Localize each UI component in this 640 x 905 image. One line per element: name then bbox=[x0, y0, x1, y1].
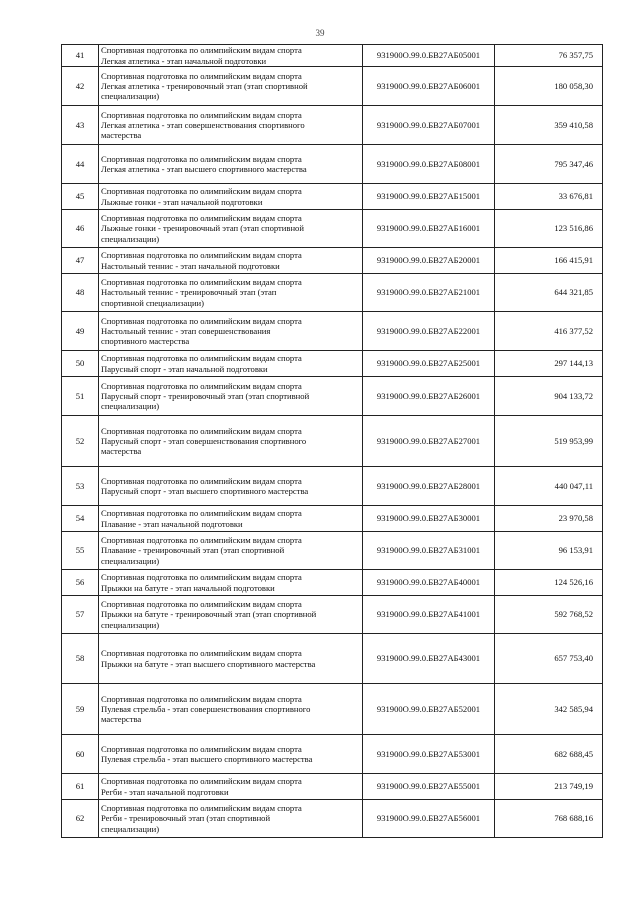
row-description bbox=[99, 45, 363, 67]
row-description bbox=[99, 145, 363, 184]
description-line: специализации) bbox=[101, 91, 160, 102]
description-line: специализации) bbox=[101, 619, 160, 630]
description-line: специализации) bbox=[101, 555, 160, 566]
row-description bbox=[99, 570, 363, 596]
row-amount: 33 676,81 bbox=[495, 184, 603, 210]
row-number: 42 bbox=[62, 67, 99, 106]
description-line: Спортивная подготовка по олимпийским видам спорта bbox=[101, 425, 302, 436]
description-line: Лыжные гонки - этап начальной подготовки bbox=[101, 196, 263, 207]
row-registry-code: 931900О.99.0.БВ27АБ25001 bbox=[363, 351, 495, 377]
description-line: Парусный спорт - этап совершенствования спортивного bbox=[101, 435, 307, 446]
row-registry-code: 931900О.99.0.БВ27АБ07001 bbox=[363, 106, 495, 145]
description-line: Спортивная подготовка по олимпийским видам спорта bbox=[101, 45, 302, 56]
description-line: Спортивная подготовка по олимпийским видам спорта bbox=[101, 109, 302, 120]
row-number: 59 bbox=[62, 684, 99, 735]
row-amount: 342 585,94 bbox=[495, 684, 603, 735]
row-amount: 644 321,85 bbox=[495, 274, 603, 312]
row-number: 61 bbox=[62, 774, 99, 800]
description-line: Плавание - тренировочный этап (этап спортивной bbox=[101, 545, 285, 556]
description-line: Прыжки на батуте - этап высшего спортивного мастерства bbox=[101, 658, 316, 669]
row-number: 60 bbox=[62, 735, 99, 774]
description-line: Спортивная подготовка по олимпийским видам спорта bbox=[101, 250, 302, 261]
row-amount: 359 410,58 bbox=[495, 106, 603, 145]
table-row bbox=[62, 184, 603, 210]
row-number: 57 bbox=[62, 596, 99, 634]
row-number: 43 bbox=[62, 106, 99, 145]
row-description bbox=[99, 735, 363, 774]
row-description bbox=[99, 467, 363, 506]
description-line: Спортивная подготовка по олимпийским видам спорта bbox=[101, 315, 302, 326]
row-registry-code: 931900О.99.0.БВ27АБ20001 bbox=[363, 248, 495, 274]
row-description bbox=[99, 67, 363, 106]
table-row bbox=[62, 684, 603, 735]
row-registry-code: 931900О.99.0.БВ27АБ41001 bbox=[363, 596, 495, 634]
row-registry-code: 931900О.99.0.БВ27АБ53001 bbox=[363, 735, 495, 774]
row-amount: 166 415,91 bbox=[495, 248, 603, 274]
row-registry-code: 931900О.99.0.БВ27АБ22001 bbox=[363, 312, 495, 351]
description-line: Спортивная подготовка по олимпийским видам спорта bbox=[101, 70, 302, 81]
table-row bbox=[62, 106, 603, 145]
description-line: Легкая атлетика - этап начальной подготовки bbox=[101, 55, 267, 66]
row-description bbox=[99, 532, 363, 570]
row-registry-code: 931900О.99.0.БВ27АБ40001 bbox=[363, 570, 495, 596]
row-description bbox=[99, 684, 363, 735]
row-amount: 123 516,86 bbox=[495, 210, 603, 248]
table-row bbox=[62, 274, 603, 312]
row-number: 53 bbox=[62, 467, 99, 506]
row-registry-code: 931900О.99.0.БВ27АБ08001 bbox=[363, 145, 495, 184]
row-number: 44 bbox=[62, 145, 99, 184]
row-amount: 124 526,16 bbox=[495, 570, 603, 596]
row-number: 50 bbox=[62, 351, 99, 377]
row-registry-code: 931900О.99.0.БВ27АБ52001 bbox=[363, 684, 495, 735]
description-line: Спортивная подготовка по олимпийским видам спорта bbox=[101, 743, 302, 754]
row-amount: 297 144,13 bbox=[495, 351, 603, 377]
description-line: Спортивная подготовка по олимпийским видам спорта bbox=[101, 776, 302, 787]
row-number: 48 bbox=[62, 274, 99, 312]
row-description bbox=[99, 596, 363, 634]
row-number: 54 bbox=[62, 506, 99, 532]
row-registry-code: 931900О.99.0.БВ27АБ15001 bbox=[363, 184, 495, 210]
row-description bbox=[99, 312, 363, 351]
description-line: специализации) bbox=[101, 233, 160, 244]
row-registry-code: 931900О.99.0.БВ27АБ16001 bbox=[363, 210, 495, 248]
description-line: Спортивная подготовка по олимпийским видам спорта bbox=[101, 277, 302, 288]
description-line: Регби - тренировочный этап (этап спортивной bbox=[101, 813, 271, 824]
table-row bbox=[62, 634, 603, 684]
table-row bbox=[62, 351, 603, 377]
table-row bbox=[62, 67, 603, 106]
description-line: спортивного мастерства bbox=[101, 336, 190, 347]
table-row bbox=[62, 570, 603, 596]
description-line: Спортивная подготовка по олимпийским видам спорта bbox=[101, 535, 302, 546]
row-number: 52 bbox=[62, 416, 99, 467]
table-row bbox=[62, 312, 603, 351]
description-line: Лыжные гонки - тренировочный этап (этап спортивной bbox=[101, 223, 304, 234]
row-number: 46 bbox=[62, 210, 99, 248]
table-row bbox=[62, 377, 603, 416]
row-description bbox=[99, 377, 363, 416]
row-amount: 96 153,91 bbox=[495, 532, 603, 570]
description-line: Спортивная подготовка по олимпийским видам спорта bbox=[101, 693, 302, 704]
description-line: Спортивная подготовка по олимпийским видам спорта bbox=[101, 213, 302, 224]
description-line: Настольный теннис - этап совершенствования bbox=[101, 325, 271, 336]
row-registry-code: 931900О.99.0.БВ27АБ31001 bbox=[363, 532, 495, 570]
row-amount: 440 047,11 bbox=[495, 467, 603, 506]
description-line: Пулевая стрельба - этап совершенствования спортивного bbox=[101, 703, 311, 714]
description-line: Спортивная подготовка по олимпийским видам спорта bbox=[101, 186, 302, 197]
row-amount: 213 749,19 bbox=[495, 774, 603, 800]
description-line: Спортивная подготовка по олимпийским видам спорта bbox=[101, 572, 302, 583]
description-line: Легкая атлетика - тренировочный этап (этап спортивной bbox=[101, 80, 308, 91]
table-row bbox=[62, 45, 603, 67]
description-line: Спортивная подготовка по олимпийским видам спорта bbox=[101, 353, 302, 364]
row-description bbox=[99, 184, 363, 210]
row-description bbox=[99, 634, 363, 684]
description-line: мастерства bbox=[101, 446, 142, 457]
description-line: Плавание - этап начальной подготовки bbox=[101, 518, 243, 529]
row-registry-code: 931900О.99.0.БВ27АБ56001 bbox=[363, 800, 495, 838]
table-row bbox=[62, 506, 603, 532]
description-line: Легкая атлетика - этап высшего спортивного мастерства bbox=[101, 164, 307, 174]
row-amount: 682 688,45 bbox=[495, 735, 603, 774]
row-number: 49 bbox=[62, 312, 99, 351]
row-number: 56 bbox=[62, 570, 99, 596]
row-amount: 180 058,30 bbox=[495, 67, 603, 106]
description-line: Парусный спорт - этап высшего спортивного мастерства bbox=[101, 486, 309, 496]
table-row bbox=[62, 774, 603, 800]
row-amount: 76 357,75 bbox=[495, 45, 603, 67]
description-line: Настольный теннис - этап начальной подготовки bbox=[101, 260, 280, 271]
row-number: 51 bbox=[62, 377, 99, 416]
row-amount: 23 970,58 bbox=[495, 506, 603, 532]
description-line: Парусный спорт - этап начальной подготовки bbox=[101, 363, 268, 374]
row-description bbox=[99, 800, 363, 838]
description-line: Легкая атлетика - этап совершенствования спортивного bbox=[101, 119, 305, 130]
description-line: специализации) bbox=[101, 401, 160, 412]
description-line: Пулевая стрельба - этап высшего спортивного мастерства bbox=[101, 754, 313, 764]
row-description bbox=[99, 774, 363, 800]
row-amount: 795 347,46 bbox=[495, 145, 603, 184]
table-row bbox=[62, 735, 603, 774]
row-description bbox=[99, 210, 363, 248]
description-line: Регби - этап начальной подготовки bbox=[101, 786, 229, 797]
table-row bbox=[62, 145, 603, 184]
row-description bbox=[99, 506, 363, 532]
row-description bbox=[99, 106, 363, 145]
description-line: Прыжки на батуте - этап начальной подготовки bbox=[101, 582, 275, 593]
row-amount: 657 753,40 bbox=[495, 634, 603, 684]
description-line: мастерства bbox=[101, 714, 142, 725]
table-row bbox=[62, 596, 603, 634]
row-registry-code: 931900О.99.0.БВ27АБ27001 bbox=[363, 416, 495, 467]
row-number: 58 bbox=[62, 634, 99, 684]
row-description bbox=[99, 248, 363, 274]
description-line: Спортивная подготовка по олимпийским видам спорта bbox=[101, 508, 302, 519]
row-registry-code: 931900О.99.0.БВ27АБ30001 bbox=[363, 506, 495, 532]
description-line: Спортивная подготовка по олимпийским видам спорта bbox=[101, 380, 302, 391]
row-number: 45 bbox=[62, 184, 99, 210]
row-number: 62 bbox=[62, 800, 99, 838]
description-line: Спортивная подготовка по олимпийским видам спорта bbox=[101, 599, 302, 610]
row-registry-code: 931900О.99.0.БВ27АБ55001 bbox=[363, 774, 495, 800]
table-row bbox=[62, 532, 603, 570]
page-number: 39 bbox=[315, 28, 325, 38]
table-row bbox=[62, 416, 603, 467]
row-description bbox=[99, 274, 363, 312]
services-table bbox=[61, 44, 603, 838]
row-registry-code: 931900О.99.0.БВ27АБ05001 bbox=[363, 45, 495, 67]
row-registry-code: 931900О.99.0.БВ27АБ28001 bbox=[363, 467, 495, 506]
row-registry-code: 931900О.99.0.БВ27АБ26001 bbox=[363, 377, 495, 416]
row-description bbox=[99, 351, 363, 377]
description-line: Настольный теннис - тренировочный этап (этап bbox=[101, 287, 277, 298]
description-line: Спортивная подготовка по олимпийским видам спорта bbox=[101, 153, 302, 164]
row-number: 41 bbox=[62, 45, 99, 67]
table-row bbox=[62, 800, 603, 838]
row-amount: 416 377,52 bbox=[495, 312, 603, 351]
description-line: Спортивная подготовка по олимпийским видам спорта bbox=[101, 475, 302, 486]
description-line: Прыжки на батуте - тренировочный этап (этап спортивной bbox=[101, 609, 317, 620]
description-line: специализации) bbox=[101, 823, 160, 834]
description-line: спортивной специализации) bbox=[101, 297, 205, 308]
description-line: Спортивная подготовка по олимпийским видам спорта bbox=[101, 803, 302, 814]
row-amount: 592 768,52 bbox=[495, 596, 603, 634]
description-line: мастерства bbox=[101, 130, 142, 141]
row-amount: 519 953,99 bbox=[495, 416, 603, 467]
table-row bbox=[62, 467, 603, 506]
table-row bbox=[62, 210, 603, 248]
table-body bbox=[62, 45, 603, 838]
row-registry-code: 931900О.99.0.БВ27АБ06001 bbox=[363, 67, 495, 106]
table-row bbox=[62, 248, 603, 274]
description-line: Спортивная подготовка по олимпийским видам спорта bbox=[101, 648, 302, 659]
row-number: 47 bbox=[62, 248, 99, 274]
row-registry-code: 931900О.99.0.БВ27АБ21001 bbox=[363, 274, 495, 312]
description-line: Парусный спорт - тренировочный этап (этап спортивной bbox=[101, 390, 310, 401]
row-amount: 768 688,16 bbox=[495, 800, 603, 838]
row-description bbox=[99, 416, 363, 467]
row-amount: 904 133,72 bbox=[495, 377, 603, 416]
row-number: 55 bbox=[62, 532, 99, 570]
row-registry-code: 931900О.99.0.БВ27АБ43001 bbox=[363, 634, 495, 684]
